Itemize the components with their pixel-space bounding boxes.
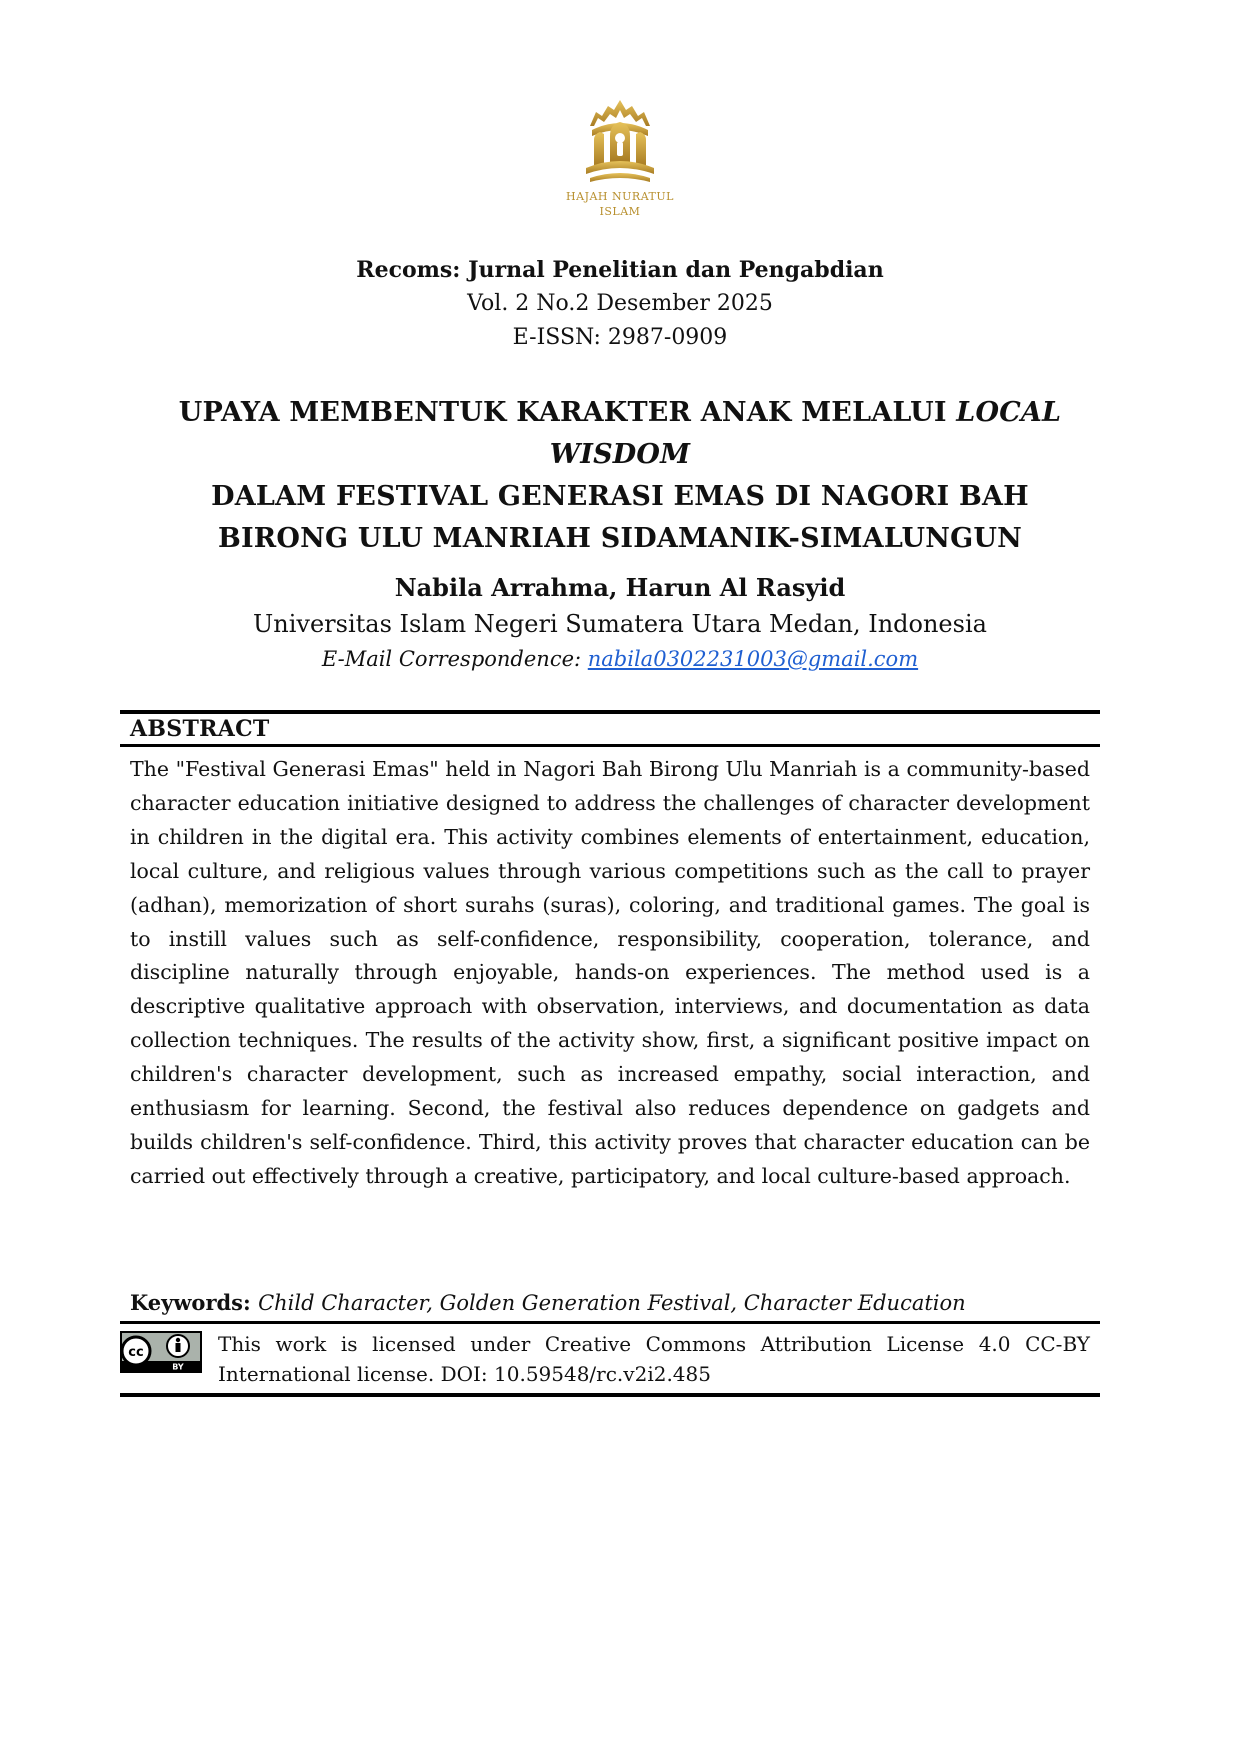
journal-volume: Vol. 2 No.2 Desember 2025 bbox=[467, 291, 773, 316]
cc-by-license-icon[interactable] bbox=[120, 1331, 202, 1373]
title-line-2: DALAM FESTIVAL GENERASI EMAS DI NAGORI BAH bbox=[211, 481, 1029, 512]
keywords-label: Keywords: bbox=[130, 1290, 259, 1315]
logo-name-line1: HAJAH NURATUL bbox=[566, 190, 674, 203]
keywords bbox=[130, 1290, 966, 1315]
correspondence bbox=[0, 647, 1240, 671]
affiliation: Universitas Islam Negeri Sumatera Utara Medan, Indonesia bbox=[253, 610, 987, 638]
license-bottom-rule bbox=[120, 1393, 1100, 1397]
journal-name: Recoms: Jurnal Penelitian dan Pengabdian bbox=[356, 257, 884, 283]
keywords-value: Child Character, Golden Generation Festival, Character Education bbox=[258, 1291, 966, 1315]
email-link[interactable]: nabila0302231003@gmail.com bbox=[587, 647, 919, 671]
title-italic-term: LOCAL WISDOM bbox=[549, 397, 1062, 470]
mosque-logo-icon bbox=[580, 96, 660, 188]
keywords-rule bbox=[120, 1321, 1100, 1324]
cc-badge-label: BY bbox=[172, 1362, 184, 1372]
article-title bbox=[120, 392, 1120, 560]
title-line-3: BIRONG ULU MANRIAH SIDAMANIK-SIMALUNGUN bbox=[217, 523, 1023, 554]
abstract-text: The "Festival Generasi Emas" held in Nagori Bah Birong Ulu Manriah is a community-based character education initiative designed to address the challenges of character development in children in the digital era. This activity combines elements of entertainment, education, local culture, and religious values through various competitions such as the call to prayer (adhan), memorization of short surahs (suras), coloring, and traditional games. The goal is to instill values such as self-confidence, responsibility, cooperation, tolerance, and discipline naturally through enjoyable, hands-on experiences. The method used is a descriptive qualitative approach with observation, interviews, and documentation as data collection techniques. The results of the activity show, first, a significant positive impact on children's character development, such as increased empathy, social interaction, and enthusiasm for learning. Second, the festival also reduces dependence on gadgets and builds children's self-confidence. Third, this activity proves that character education can be carried out effectively through a creative, participatory, and local culture-based approach. bbox=[130, 757, 1090, 1188]
logo-name-line2: ISLAM bbox=[599, 205, 641, 218]
abstract-heading: ABSTRACT bbox=[130, 716, 270, 742]
authors: Nabila Arrahma, Harun Al Rasyid bbox=[394, 573, 846, 602]
abstract-top-rule bbox=[120, 710, 1100, 714]
journal-issn: E-ISSN: 2987-0909 bbox=[512, 325, 728, 350]
publisher-logo bbox=[545, 96, 695, 218]
abstract-heading-rule bbox=[120, 744, 1100, 747]
title-line-1: UPAYA MEMBENTUK KARAKTER ANAK MELALUI LOCAL WISDOM bbox=[178, 397, 1062, 470]
license-statement: This work is licensed under Creative Commons Attribution License 4.0 CC-BY International license. DOI: 10.59548/rc.v2i2.485 bbox=[218, 1332, 1090, 1386]
svg-text:cc: cc bbox=[128, 1345, 144, 1360]
correspondence-label: E-Mail Correspondence: bbox=[321, 647, 588, 671]
